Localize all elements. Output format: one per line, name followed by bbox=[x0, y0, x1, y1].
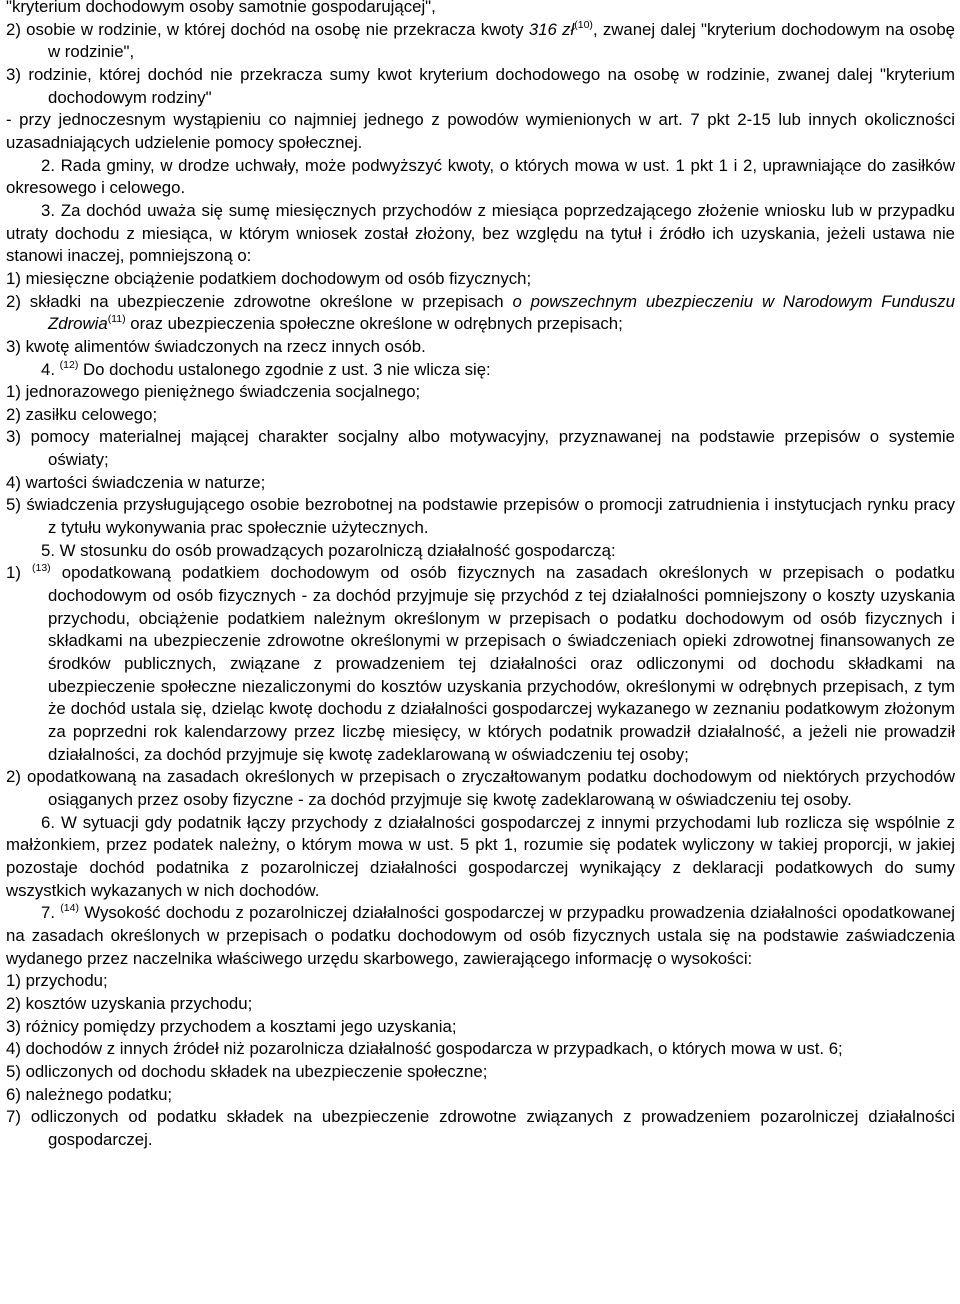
footnote-marker: (13) bbox=[32, 562, 51, 575]
list-item: 2) kosztów uzyskania przychodu; bbox=[6, 993, 253, 1013]
list-item-text: opodatkowaną podatkiem dochodowym od osób fizycznych na zasadach określonych w przepisach o podatku dochodowym od osób fizycznych - za dochód przyjmuje się przychód z tej działalności pomniejszony o koszty uzyskania przychodu, obciążenie podatkiem należnym określonym w przepisach o podatku dochodowym od osób fizycznych i składkami na ubezpieczenie zdrowotne określonymi w przepisach o świadczeniach opieki zdrowotnej finansowanych ze środków publicznych, związane z prowadzeniem tej działalności oraz odliczonymi od dochodu składkami na ubezpieczenie społeczne niezaliczonymi do kosztów uzyskania przychodów, określonymi w odrębnych przepisach, z tym że dochód ustala się, dzieląc kwotę dochodu z działalności gospodarczej wykazanego w zeznaniu podatkowym złożonym za poprzedni rok kalendarzowy przez liczbę miesięcy, w których podatnik prowadził działalność, a jeżeli nie prowadził działalności, za dochód przyjmuje się kwotę zadeklarowaną w oświadczeniu tej osoby; bbox=[48, 563, 955, 764]
list-item: 1) przychodu; bbox=[6, 971, 108, 991]
footnote-marker: (12) bbox=[59, 358, 79, 371]
list-item-text: 2) składki na ubezpieczenie zdrowotne określone w przepisach bbox=[6, 291, 513, 311]
list-item: 1) jednorazowego pieniężnego świadczenia socjalnego; bbox=[6, 382, 421, 402]
list-item bbox=[6, 19, 955, 64]
italic-act-title: o powszechnym ubezpieczeniu w Narodowym Funduszu Zdrowia bbox=[48, 291, 956, 334]
paragraph-text: Do dochodu ustalonego zgodnie z ust. 3 nie wlicza się: bbox=[78, 359, 491, 379]
list-item-text: 2) osobie w rodzinie, w której dochód na osobę nie przekracza kwoty bbox=[6, 19, 524, 39]
list-item: 7) odliczonych od podatku składek na ubezpieczenie zdrowotne związanych z prowadzeniem pozarolniczej działalności gospodarczej. bbox=[6, 1107, 955, 1149]
list-item: 3) pomocy materialnej mającej charakter socjalny albo motywacyjny, przyznawanej na podstawie przepisów o systemie oświaty; bbox=[6, 427, 955, 470]
paragraph: 3. Za dochód uważa się sumę miesięcznych przychodów z miesiąca poprzedzającego złożenie wniosku lub w przypadku utraty dochodu z miesiąca, w którym wniosek został złożony, bez względu na tytuł i źródło ich uzyskania, jeżeli ustawa nie stanowi inaczej, pomniejszoną o: bbox=[6, 200, 955, 266]
footnote-marker: (10) bbox=[574, 18, 593, 31]
list-item: 3) różnicy pomiędzy przychodem a kosztami jego uzyskania; bbox=[6, 1016, 457, 1036]
paragraph-number: 4. bbox=[41, 359, 60, 379]
list-item: 2) opodatkowaną na zasadach określonych w przepisach o zryczałtowanym podatku dochodowym od niektórych przychodów osiąganych przez osoby fizyczne - za dochód przyjmuje się kwotę zadeklarowaną w oświadczeniu tej osoby. bbox=[6, 767, 955, 809]
list-item: 5) odliczonych od dochodu składek na ubezpieczenie społeczne; bbox=[6, 1061, 488, 1081]
list-item-number: 1) bbox=[6, 563, 32, 583]
amount-text: 316 zł bbox=[528, 19, 575, 39]
paragraph-number: 7. bbox=[41, 903, 61, 923]
list-item: 3) kwotę alimentów świadczonych na rzecz innych osób. bbox=[6, 336, 426, 356]
list-item-text: , zwanej dalej "kryterium dochodowym na osobę w rodzinie", bbox=[48, 19, 955, 62]
list-item-text: oraz ubezpieczenia społeczne określone w odrębnych przepisach; bbox=[125, 314, 623, 334]
paragraph: 5. W stosunku do osób prowadzących pozarolniczą działalność gospodarczą: bbox=[41, 540, 616, 560]
list-item: 2) zasiłku celowego; bbox=[6, 404, 158, 424]
list-item: 6) należnego podatku; bbox=[6, 1084, 173, 1104]
paragraph: 6. W sytuacji gdy podatnik łączy przychody z działalności gospodarczej z innymi przychodami lub rozlicza się wspólnie z małżonkiem, przez podatek należny, o którym mowa w ust. 5 pkt 1, rozumie się podatek wyliczony w takiej proporcji, w jakiej pozostaje dochód podatnika z pozarolniczej działalności gospodarczej wynikający z deklaracji podatkowych do sumy wszystkich wykazanych w nich dochodów. bbox=[6, 812, 955, 900]
list-item: 4) wartości świadczenia w naturze; bbox=[6, 472, 266, 492]
list-item bbox=[6, 291, 955, 336]
paragraph bbox=[6, 359, 955, 382]
paragraph: "kryterium dochodowym osoby samotnie gospodarującej", bbox=[6, 0, 436, 16]
list-item: 5) świadczenia przysługującego osobie bezrobotnej na podstawie przepisów o promocji zatrudnienia i instytucjach rynku pracy z tytułu wykonywania prac społecznie użytecznych. bbox=[6, 495, 955, 538]
list-item: 1) miesięczne obciążenie podatkiem dochodowym od osób fizycznych; bbox=[6, 268, 532, 288]
paragraph bbox=[6, 902, 955, 970]
list-item: 3) rodzinie, której dochód nie przekracza sumy kwot kryterium dochodowego na osobę w rodzinie, zwanej dalej "kryterium dochodowym rodziny" bbox=[6, 64, 955, 107]
paragraph: 2. Rada gminy, w drodze uchwały, może podwyższyć kwoty, o których mowa w ust. 1 pkt 1 i 2, uprawniające do zasiłków okresowego i celowego. bbox=[6, 155, 955, 198]
list-item bbox=[6, 562, 955, 766]
footnote-marker: (11) bbox=[107, 313, 126, 326]
paragraph: - przy jednoczesnym wystąpieniu co najmniej jednego z powodów wymienionych w art. 7 pkt 2-15 lub innych okoliczności uzasadniających udzielenie pomocy społecznej. bbox=[6, 110, 955, 152]
list-item: 4) dochodów z innych źródeł niż pozarolnicza działalność gospodarcza w przypadkach, o których mowa w ust. 6; bbox=[6, 1039, 843, 1059]
footnote-marker: (14) bbox=[60, 902, 79, 915]
paragraph-text: Wysokość dochodu z pozarolniczej działalności gospodarczej w przypadku prowadzenia działalności opodatkowanej na zasadach określonych w przepisach o podatku dochodowym od osób fizycznych ustala się na podstawie zaświadczenia wydanego przez naczelnika właściwego urzędu skarbowego, zawierającego informację o wysokości: bbox=[6, 903, 955, 968]
